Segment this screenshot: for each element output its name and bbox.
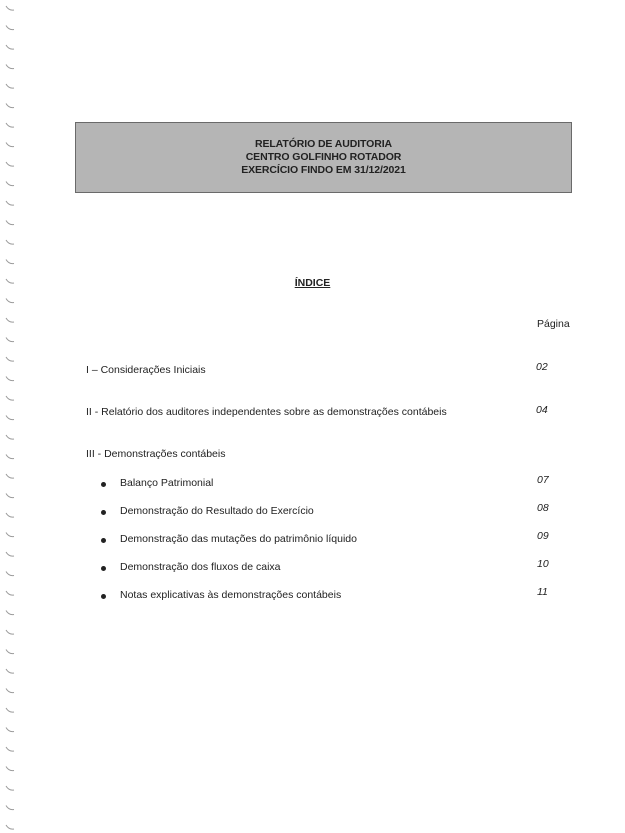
toc-subitem-3: Demonstração das mutações do patrimônio líquido bbox=[120, 533, 357, 545]
toc-subitem-1-page: 07 bbox=[537, 474, 549, 486]
toc-subitem-1: Balanço Patrimonial bbox=[120, 477, 214, 489]
report-title-box bbox=[75, 122, 572, 193]
toc-subitem-5-page: 11 bbox=[537, 586, 548, 598]
bullet-icon bbox=[101, 594, 106, 599]
bullet-icon bbox=[101, 510, 106, 515]
toc-section-1-page: 02 bbox=[536, 361, 548, 373]
toc-subitem-3-page: 09 bbox=[537, 530, 549, 542]
toc-section-2: II - Relatório dos auditores independentes sobre as demonstrações contábeis bbox=[86, 406, 447, 418]
toc-section-2-page: 04 bbox=[536, 404, 548, 416]
report-title: RELATÓRIO DE AUDITORIA bbox=[254, 138, 393, 150]
bullet-icon bbox=[101, 566, 106, 571]
bullet-icon bbox=[101, 482, 106, 487]
toc-section-3: III - Demonstrações contábeis bbox=[86, 448, 226, 460]
index-heading: ÍNDICE bbox=[294, 277, 331, 289]
toc-subitem-4-page: 10 bbox=[537, 558, 549, 570]
fiscal-period: EXERCÍCIO FINDO EM 31/12/2021 bbox=[241, 164, 406, 176]
toc-subitem-2-page: 08 bbox=[537, 502, 549, 514]
binding-marks bbox=[2, 0, 16, 833]
toc-section-1: I – Considerações Iniciais bbox=[86, 364, 206, 376]
page-column-label: Página bbox=[537, 318, 570, 330]
bullet-icon bbox=[101, 538, 106, 543]
entity-name: CENTRO GOLFINHO ROTADOR bbox=[245, 151, 402, 163]
toc-subitem-4: Demonstração dos fluxos de caixa bbox=[120, 561, 281, 573]
toc-subitem-2: Demonstração do Resultado do Exercício bbox=[120, 505, 314, 517]
toc-subitem-5: Notas explicativas às demonstrações contábeis bbox=[120, 589, 342, 601]
